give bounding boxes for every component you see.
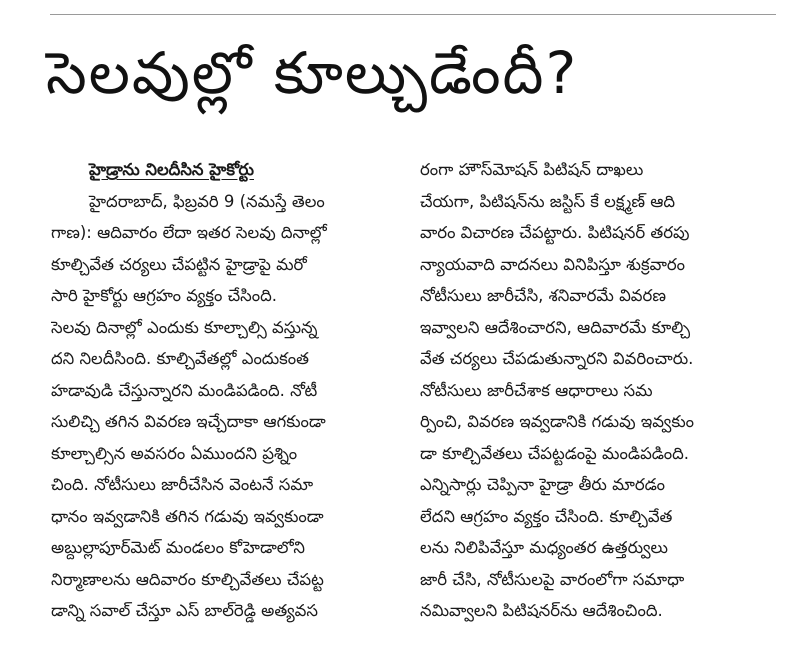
subheadline: హైడ్రాను నిలదీసిన హైకోర్టు — [89, 160, 254, 179]
article-line: చింది. నోటీసులు జారీచేసిన వెంటనే సమా — [51, 475, 314, 494]
article-line: గాణ): ఆదివారం లేదా ఇతర సెలవు దినాల్లో — [51, 223, 327, 242]
article-line: చేయగా, పిటిషన్‌ను జస్టిస్ కే లక్ష్మణ్ ఆది — [420, 191, 676, 211]
article-line: హడావుడి చేస్తున్నారని మండిపడింది. నోటీ — [51, 380, 318, 400]
article-line: కూల్చివేత చర్యలు చేపట్టిన హైడ్రాపై మరో — [51, 254, 307, 274]
article-line: అబ్దుల్లాపూర్‌మెట్ మండలం కోహెడాలోని — [51, 538, 305, 557]
article-line: డా కూల్చివేతలు చేపట్టడంపై మండిపడింది. — [420, 443, 690, 463]
article-line: వేత చర్యలు చేపడుతున్నారని వివరించారు. — [420, 349, 694, 368]
article-line: లేదని ఆగ్రహం వ్యక్తం చేసింది. కూల్చివేత — [420, 506, 673, 526]
article-line: నిర్మాణాలను ఆదివారం కూల్చివేతలు చేపట్ట — [51, 569, 324, 589]
article-line: సెలవు దినాల్లో ఎందుకు కూల్చాల్సి వస్తున్న — [51, 317, 318, 337]
article-line: రంగా హౌస్‌మోషన్ పిటిషన్ దాఖలు — [420, 160, 644, 179]
article-line: న్యాయవాది వాదనలు వినిపిస్తూ శుక్రవారం — [420, 254, 686, 274]
article-line: ఎన్నిసార్లు చెప్పినా హైడ్రా తీరు మారడం — [420, 475, 665, 494]
left-column — [51, 154, 396, 627]
article-line: సులిచ్చి తగిన వివరణ ఇచ్చేదాకా ఆగకుండా — [51, 412, 326, 431]
article-line: ఇవ్వాలని ఆదేశించారని, ఆదివారమే కూల్చి — [420, 317, 691, 337]
article-line: కూల్చాల్సిన అవసరం ఏముందని ప్రశ్నిం — [51, 443, 298, 463]
top-rule — [50, 14, 776, 15]
article-line: నమివ్వాలని పిటిషనర్‌ను ఆదేశించింది. — [420, 601, 663, 620]
article-line: నోటీసులు జారీచేశాక ఆధారాలు సమ — [420, 380, 653, 400]
article-line: వారం విచారణ చేపట్టారు. పిటిషనర్ తరపు — [420, 223, 690, 242]
headline: సెలవుల్లో కూల్చుడేందీ? — [46, 39, 579, 107]
article-line: జారీ చేసి, నోటీసులపై వారంలోగా సమాధా — [420, 569, 685, 589]
article-line: ర్పించి, వివరణ ఇవ్వడానికి గడువు ఇవ్వకుం — [420, 412, 695, 431]
article-line: డాన్ని సవాల్ చేస్తూ ఎస్ బాల్‌రెడ్డి అత్యవస — [51, 601, 318, 620]
article-line: సారి హైకోర్టు ఆగ్రహం వ్యక్తం చేసింది. — [51, 286, 278, 305]
article-line: లను నిలిపివేస్తూ మధ్యంతర ఉత్తర్వులు — [420, 538, 668, 557]
article-line: ధానం ఇవ్వడానికి తగిన గడువు ఇవ్వకుండా — [51, 506, 324, 526]
article-line: దని నిలదీసింది. కూల్చివేతల్లో ఎందుకంత — [51, 349, 309, 368]
article-line: హైదరాబాద్, ఫిబ్రవరి 9 (నమస్తే తెలం — [89, 191, 325, 211]
right-column — [420, 154, 776, 627]
article-line: నోటీసులు జారీచేసి, శనివారమే వివరణ — [420, 286, 666, 305]
